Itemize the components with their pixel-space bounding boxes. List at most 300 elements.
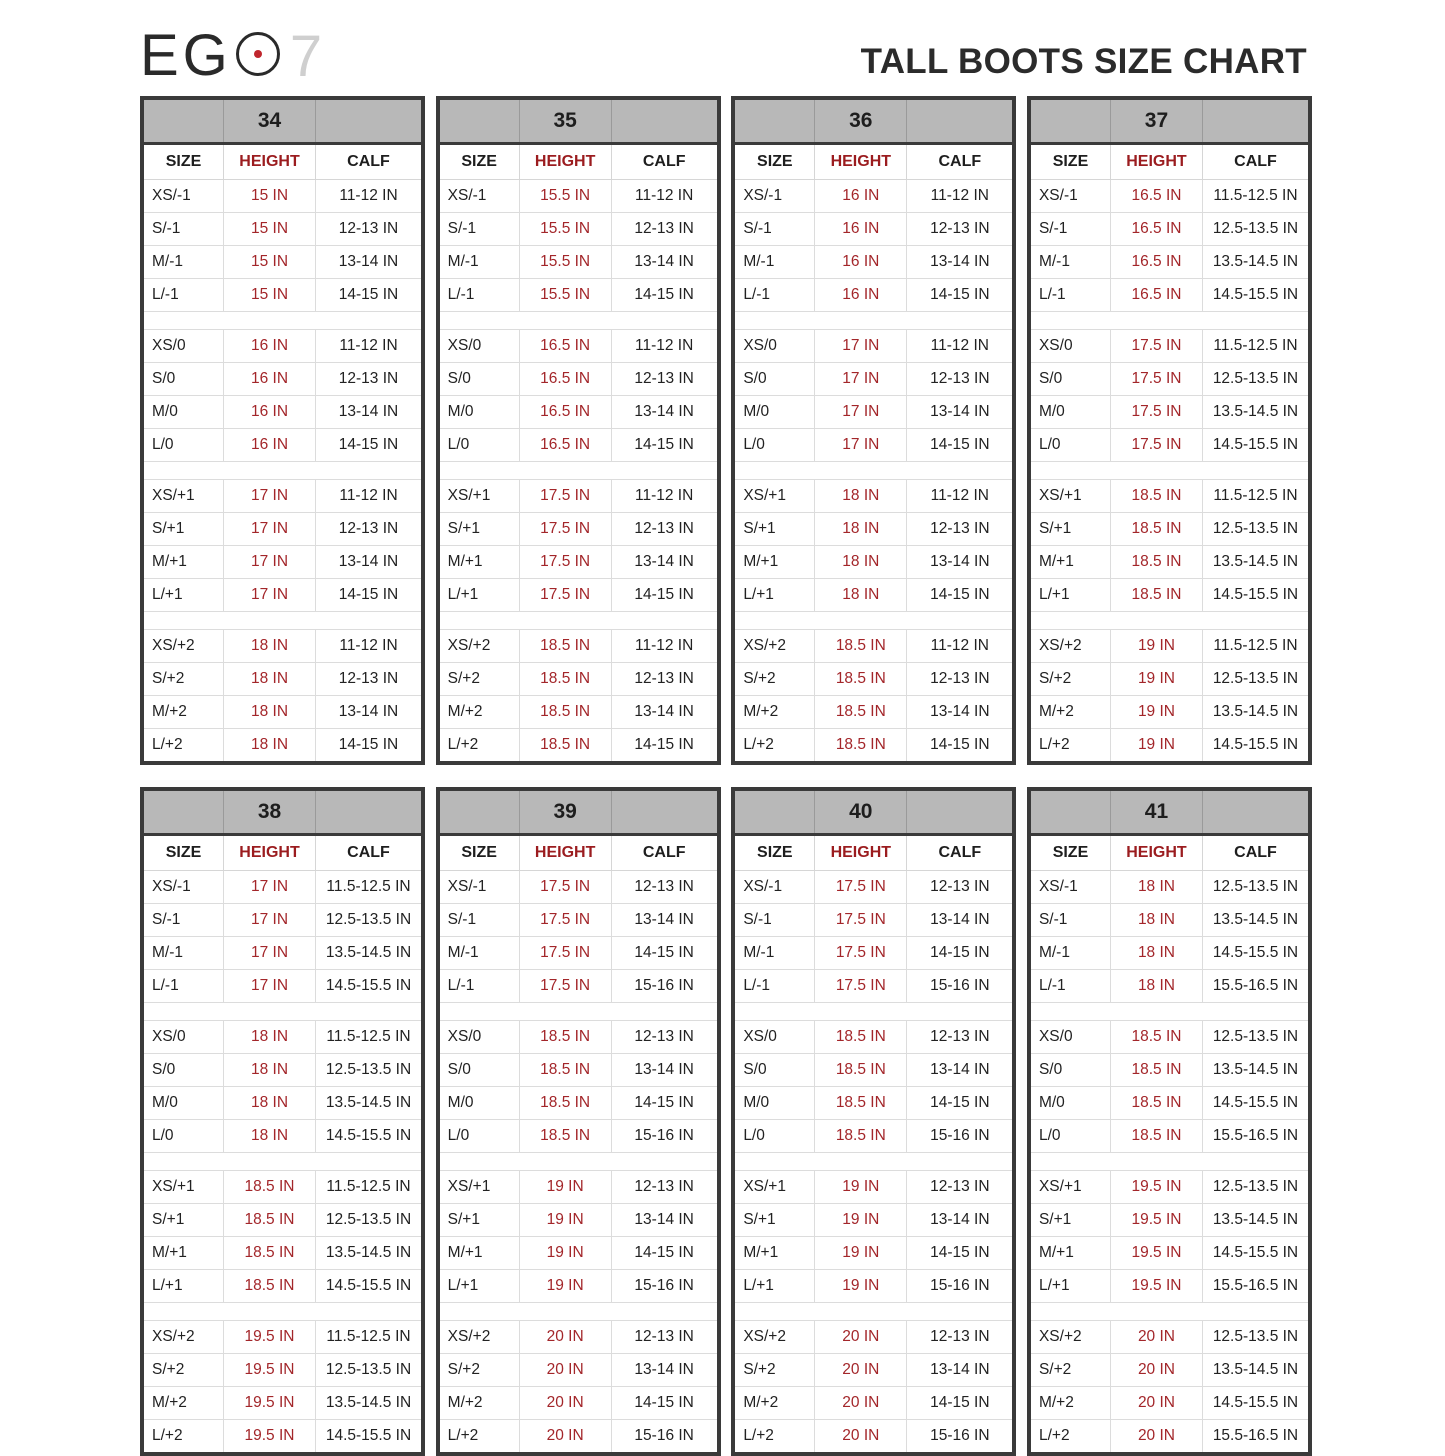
cell-height: 17 IN bbox=[224, 480, 316, 512]
cell-calf: 14-15 IN bbox=[634, 944, 694, 961]
column-headers bbox=[735, 836, 1012, 871]
cell-size: S/-1 bbox=[735, 213, 815, 245]
cell-size: L/-1 bbox=[144, 279, 224, 311]
table-row bbox=[440, 937, 717, 970]
group-spacer bbox=[735, 312, 1012, 330]
row-group bbox=[440, 1171, 717, 1303]
cell-height: 16 IN bbox=[815, 279, 907, 311]
shoe-size-number: 41 bbox=[1111, 791, 1203, 833]
cell-height: 18.5 IN bbox=[520, 729, 612, 761]
cell-height: 20 IN bbox=[1111, 1387, 1203, 1419]
cell-size: L/-1 bbox=[440, 279, 520, 311]
cell-size: M/+1 bbox=[1031, 1237, 1111, 1269]
cell-calf: 13.5-14.5 IN bbox=[1212, 911, 1299, 928]
cell-size: M/+2 bbox=[735, 1387, 815, 1419]
cell-calf: 11.5-12.5 IN bbox=[1213, 487, 1298, 504]
cell-height: 18 IN bbox=[1111, 970, 1203, 1002]
cell-calf: 11-12 IN bbox=[635, 187, 694, 204]
cell-calf: 13-14 IN bbox=[634, 1361, 694, 1378]
column-header-size: SIZE bbox=[1031, 836, 1111, 870]
cell-size: L/+1 bbox=[440, 1270, 520, 1302]
cell-calf: 13-14 IN bbox=[338, 553, 399, 570]
header-spacer bbox=[1203, 791, 1308, 833]
cell-height: 19.5 IN bbox=[1111, 1237, 1203, 1269]
column-header-size: SIZE bbox=[144, 145, 224, 179]
table-row bbox=[735, 213, 1012, 246]
cell-size: L/0 bbox=[440, 1120, 520, 1152]
cell-height: 17.5 IN bbox=[815, 871, 907, 903]
cell-size: S/0 bbox=[144, 363, 224, 395]
row-group bbox=[1031, 630, 1308, 761]
header-spacer bbox=[735, 791, 815, 833]
size-table-38 bbox=[140, 787, 425, 1456]
header-spacer bbox=[907, 100, 1012, 142]
column-headers bbox=[440, 145, 717, 180]
cell-calf: 12-13 IN bbox=[930, 1178, 990, 1195]
column-header-height: HEIGHT bbox=[1111, 836, 1203, 870]
table-row bbox=[735, 363, 1012, 396]
cell-size: L/0 bbox=[1031, 429, 1111, 461]
table-row bbox=[144, 1321, 421, 1354]
row-group bbox=[1031, 1171, 1308, 1303]
cell-height: 19.5 IN bbox=[1111, 1171, 1203, 1203]
cell-size: M/+2 bbox=[1031, 696, 1111, 728]
cell-size: XS/0 bbox=[1031, 330, 1111, 362]
cell-height: 19 IN bbox=[1111, 663, 1203, 695]
cell-height: 19 IN bbox=[520, 1204, 612, 1236]
cell-calf: 13.5-14.5 IN bbox=[1212, 703, 1299, 720]
column-headers bbox=[1031, 145, 1308, 180]
table-row bbox=[735, 1087, 1012, 1120]
cell-calf: 14-15 IN bbox=[634, 1394, 694, 1411]
table-row bbox=[440, 663, 717, 696]
size-table-40 bbox=[731, 787, 1016, 1456]
cell-size: L/0 bbox=[440, 429, 520, 461]
cell-height: 19 IN bbox=[520, 1270, 612, 1302]
table-header bbox=[144, 100, 421, 145]
cell-size: S/+2 bbox=[735, 663, 815, 695]
cell-calf: 13.5-14.5 IN bbox=[1212, 553, 1299, 570]
cell-height: 16.5 IN bbox=[1111, 180, 1203, 212]
cell-height: 16.5 IN bbox=[520, 429, 612, 461]
table-row bbox=[735, 904, 1012, 937]
cell-calf: 14-15 IN bbox=[930, 286, 990, 303]
cell-calf: 12-13 IN bbox=[634, 520, 694, 537]
cell-calf: 12.5-13.5 IN bbox=[325, 1061, 412, 1078]
table-header bbox=[735, 100, 1012, 145]
table-row bbox=[440, 630, 717, 663]
table-row bbox=[440, 579, 717, 612]
cell-height: 19 IN bbox=[815, 1171, 907, 1203]
table-row bbox=[735, 1354, 1012, 1387]
table-row bbox=[440, 513, 717, 546]
cell-size: S/0 bbox=[440, 363, 520, 395]
cell-size: XS/+2 bbox=[735, 1321, 815, 1353]
cell-calf: 12.5-13.5 IN bbox=[325, 1211, 412, 1228]
table-header bbox=[144, 791, 421, 836]
cell-height: 20 IN bbox=[1111, 1420, 1203, 1452]
cell-height: 18 IN bbox=[224, 696, 316, 728]
row-group bbox=[144, 630, 421, 761]
cell-size: M/0 bbox=[144, 1087, 224, 1119]
cell-size: XS/+1 bbox=[1031, 1171, 1111, 1203]
header-spacer bbox=[612, 791, 717, 833]
cell-size: S/0 bbox=[735, 363, 815, 395]
row-group bbox=[440, 1321, 717, 1452]
cell-calf: 11-12 IN bbox=[930, 337, 989, 354]
cell-calf: 13-14 IN bbox=[930, 703, 990, 720]
table-row bbox=[440, 363, 717, 396]
table-row bbox=[440, 1270, 717, 1303]
cell-height: 16 IN bbox=[224, 330, 316, 362]
column-header-calf: CALF bbox=[938, 153, 982, 170]
table-row bbox=[440, 970, 717, 1003]
group-spacer bbox=[440, 612, 717, 630]
row-group bbox=[1031, 1021, 1308, 1153]
cell-calf: 13-14 IN bbox=[634, 403, 694, 420]
cell-height: 15 IN bbox=[224, 279, 316, 311]
column-header-size: SIZE bbox=[440, 145, 520, 179]
table-row bbox=[440, 1120, 717, 1153]
cell-height: 15.5 IN bbox=[520, 213, 612, 245]
cell-height: 17.5 IN bbox=[520, 937, 612, 969]
cell-height: 18 IN bbox=[224, 1120, 316, 1152]
table-row bbox=[1031, 1120, 1308, 1153]
cell-calf: 14-15 IN bbox=[930, 1094, 990, 1111]
cell-size: S/+1 bbox=[1031, 513, 1111, 545]
cell-height: 16 IN bbox=[224, 396, 316, 428]
row-group bbox=[1031, 871, 1308, 1003]
table-row bbox=[144, 279, 421, 312]
group-spacer bbox=[440, 312, 717, 330]
brand-logo bbox=[140, 23, 323, 89]
table-row bbox=[144, 579, 421, 612]
table-row bbox=[1031, 970, 1308, 1003]
cell-calf: 14-15 IN bbox=[930, 1394, 990, 1411]
cell-calf: 13-14 IN bbox=[930, 553, 990, 570]
cell-height: 18 IN bbox=[224, 1021, 316, 1053]
table-row bbox=[735, 729, 1012, 761]
cell-size: XS/+1 bbox=[735, 480, 815, 512]
cell-size: XS/+1 bbox=[440, 480, 520, 512]
column-header-height: HEIGHT bbox=[224, 145, 316, 179]
table-row bbox=[440, 1420, 717, 1452]
table-row bbox=[1031, 904, 1308, 937]
group-spacer bbox=[735, 462, 1012, 480]
cell-calf: 14-15 IN bbox=[634, 1094, 694, 1111]
table-row bbox=[735, 1171, 1012, 1204]
cell-size: L/0 bbox=[735, 1120, 815, 1152]
cell-calf: 11-12 IN bbox=[339, 487, 398, 504]
row-group bbox=[735, 630, 1012, 761]
header-spacer bbox=[440, 100, 520, 142]
cell-size: XS/0 bbox=[440, 330, 520, 362]
table-row bbox=[144, 871, 421, 904]
cell-height: 18 IN bbox=[224, 1087, 316, 1119]
cell-size: L/-1 bbox=[735, 970, 815, 1002]
table-row bbox=[1031, 180, 1308, 213]
table-row bbox=[144, 904, 421, 937]
table-row bbox=[735, 180, 1012, 213]
column-headers bbox=[144, 145, 421, 180]
cell-height: 16 IN bbox=[224, 363, 316, 395]
column-header-size: SIZE bbox=[144, 836, 224, 870]
row-group bbox=[440, 1021, 717, 1153]
cell-calf: 13-14 IN bbox=[634, 703, 694, 720]
group-spacer bbox=[1031, 1003, 1308, 1021]
cell-size: L/0 bbox=[1031, 1120, 1111, 1152]
group-spacer bbox=[144, 462, 421, 480]
cell-size: S/+2 bbox=[1031, 1354, 1111, 1386]
table-row bbox=[735, 937, 1012, 970]
table-row bbox=[1031, 1387, 1308, 1420]
cell-size: M/-1 bbox=[144, 937, 224, 969]
table-row bbox=[735, 1387, 1012, 1420]
cell-calf: 15-16 IN bbox=[634, 1127, 694, 1144]
cell-calf: 12-13 IN bbox=[634, 1028, 694, 1045]
cell-calf: 11-12 IN bbox=[339, 187, 398, 204]
cell-calf: 13.5-14.5 IN bbox=[1212, 403, 1299, 420]
table-row bbox=[144, 1054, 421, 1087]
table-row bbox=[144, 1021, 421, 1054]
table-row bbox=[440, 1087, 717, 1120]
cell-size: XS/-1 bbox=[1031, 871, 1111, 903]
cell-height: 18.5 IN bbox=[815, 696, 907, 728]
cell-height: 18.5 IN bbox=[520, 663, 612, 695]
cell-height: 19 IN bbox=[1111, 696, 1203, 728]
cell-calf: 13-14 IN bbox=[634, 1061, 694, 1078]
row-group bbox=[1031, 180, 1308, 312]
cell-size: L/-1 bbox=[735, 279, 815, 311]
cell-calf: 14.5-15.5 IN bbox=[1212, 1394, 1299, 1411]
cell-calf: 13.5-14.5 IN bbox=[325, 944, 412, 961]
cell-size: S/0 bbox=[440, 1054, 520, 1086]
cell-calf: 11.5-12.5 IN bbox=[1213, 187, 1298, 204]
table-row bbox=[440, 1237, 717, 1270]
cell-height: 20 IN bbox=[520, 1354, 612, 1386]
cell-calf: 14-15 IN bbox=[338, 736, 399, 753]
table-row bbox=[144, 363, 421, 396]
cell-size: L/-1 bbox=[1031, 970, 1111, 1002]
group-spacer bbox=[144, 312, 421, 330]
table-row bbox=[144, 396, 421, 429]
cell-height: 16 IN bbox=[224, 429, 316, 461]
cell-size: M/0 bbox=[1031, 396, 1111, 428]
table-header bbox=[440, 100, 717, 145]
table-row bbox=[144, 1387, 421, 1420]
table-row bbox=[144, 546, 421, 579]
row-group bbox=[440, 871, 717, 1003]
cell-calf: 14.5-15.5 IN bbox=[1212, 1094, 1299, 1111]
cell-size: L/+2 bbox=[1031, 729, 1111, 761]
cell-calf: 12.5-13.5 IN bbox=[325, 911, 412, 928]
cell-height: 18.5 IN bbox=[520, 1021, 612, 1053]
cell-height: 17.5 IN bbox=[815, 937, 907, 969]
cell-size: L/-1 bbox=[144, 970, 224, 1002]
cell-height: 17.5 IN bbox=[1111, 363, 1203, 395]
cell-calf: 13.5-14.5 IN bbox=[1212, 1361, 1299, 1378]
cell-height: 18 IN bbox=[815, 546, 907, 578]
cell-size: S/-1 bbox=[1031, 904, 1111, 936]
cell-size: S/+2 bbox=[440, 1354, 520, 1386]
size-table-41 bbox=[1027, 787, 1312, 1456]
table-row bbox=[1031, 1270, 1308, 1303]
table-row bbox=[144, 513, 421, 546]
cell-size: XS/+1 bbox=[440, 1171, 520, 1203]
table-row bbox=[1031, 1420, 1308, 1452]
cell-calf: 12.5-13.5 IN bbox=[1212, 220, 1299, 237]
cell-calf: 13-14 IN bbox=[634, 553, 694, 570]
header-spacer bbox=[1203, 100, 1308, 142]
size-table-35 bbox=[436, 96, 721, 765]
cell-calf: 13-14 IN bbox=[634, 253, 694, 270]
table-row bbox=[1031, 246, 1308, 279]
table-row bbox=[440, 696, 717, 729]
table-row bbox=[144, 246, 421, 279]
cell-height: 17 IN bbox=[224, 871, 316, 903]
table-row bbox=[144, 1087, 421, 1120]
cell-height: 18 IN bbox=[224, 630, 316, 662]
cell-size: S/+2 bbox=[144, 663, 224, 695]
cell-height: 20 IN bbox=[815, 1354, 907, 1386]
cell-size: L/+1 bbox=[440, 579, 520, 611]
cell-calf: 14-15 IN bbox=[634, 736, 694, 753]
size-table-37 bbox=[1027, 96, 1312, 765]
header-spacer bbox=[907, 791, 1012, 833]
table-row bbox=[440, 1387, 717, 1420]
cell-calf: 13-14 IN bbox=[338, 403, 399, 420]
table-row bbox=[144, 1120, 421, 1153]
row-group bbox=[735, 1171, 1012, 1303]
cell-size: XS/0 bbox=[440, 1021, 520, 1053]
cell-calf: 11.5-12.5 IN bbox=[326, 1178, 411, 1195]
cell-height: 18.5 IN bbox=[224, 1237, 316, 1269]
cell-height: 17.5 IN bbox=[520, 480, 612, 512]
cell-size: M/0 bbox=[735, 396, 815, 428]
cell-height: 20 IN bbox=[1111, 1321, 1203, 1353]
cell-height: 17 IN bbox=[224, 970, 316, 1002]
table-row-top bbox=[140, 96, 1312, 765]
table-row bbox=[440, 429, 717, 462]
cell-height: 15 IN bbox=[224, 180, 316, 212]
cell-calf: 12.5-13.5 IN bbox=[1212, 878, 1299, 895]
cell-height: 17.5 IN bbox=[520, 579, 612, 611]
cell-size: XS/-1 bbox=[144, 871, 224, 903]
cell-height: 18 IN bbox=[224, 729, 316, 761]
cell-size: XS/+1 bbox=[1031, 480, 1111, 512]
header-spacer bbox=[316, 791, 421, 833]
table-row bbox=[735, 396, 1012, 429]
cell-calf: 12-13 IN bbox=[338, 520, 399, 537]
cell-size: S/-1 bbox=[144, 213, 224, 245]
cell-calf: 14-15 IN bbox=[634, 1244, 694, 1261]
table-row bbox=[735, 513, 1012, 546]
logo-text: EG bbox=[140, 23, 232, 88]
cell-size: M/+1 bbox=[144, 1237, 224, 1269]
table-row bbox=[1031, 630, 1308, 663]
header-spacer bbox=[735, 100, 815, 142]
cell-calf: 12-13 IN bbox=[634, 1328, 694, 1345]
column-header-height: HEIGHT bbox=[815, 836, 907, 870]
group-spacer bbox=[440, 462, 717, 480]
header-spacer bbox=[144, 100, 224, 142]
cell-height: 19 IN bbox=[520, 1237, 612, 1269]
cell-height: 19.5 IN bbox=[224, 1387, 316, 1419]
cell-size: XS/+2 bbox=[1031, 1321, 1111, 1353]
table-row bbox=[735, 1120, 1012, 1153]
cell-calf: 14.5-15.5 IN bbox=[325, 977, 412, 994]
cell-size: L/+2 bbox=[440, 1420, 520, 1452]
cell-calf: 11-12 IN bbox=[930, 187, 989, 204]
group-spacer bbox=[735, 1003, 1012, 1021]
row-group bbox=[144, 330, 421, 462]
cell-height: 18.5 IN bbox=[815, 1087, 907, 1119]
cell-size: M/+2 bbox=[735, 696, 815, 728]
table-row bbox=[1031, 729, 1308, 761]
column-headers bbox=[735, 145, 1012, 180]
cell-height: 17.5 IN bbox=[520, 904, 612, 936]
table-row bbox=[440, 396, 717, 429]
table-row bbox=[1031, 396, 1308, 429]
cell-calf: 11-12 IN bbox=[930, 487, 989, 504]
cell-height: 17 IN bbox=[224, 904, 316, 936]
column-header-size: SIZE bbox=[1031, 145, 1111, 179]
cell-size: XS/0 bbox=[1031, 1021, 1111, 1053]
table-row bbox=[1031, 429, 1308, 462]
cell-size: XS/+2 bbox=[144, 630, 224, 662]
cell-calf: 14.5-15.5 IN bbox=[1212, 944, 1299, 961]
cell-size: XS/+1 bbox=[144, 1171, 224, 1203]
cell-height: 17.5 IN bbox=[815, 904, 907, 936]
cell-calf: 15.5-16.5 IN bbox=[1212, 1427, 1299, 1444]
row-group bbox=[735, 871, 1012, 1003]
table-row bbox=[440, 1204, 717, 1237]
table-row bbox=[440, 729, 717, 761]
cell-height: 17.5 IN bbox=[520, 546, 612, 578]
cell-height: 18.5 IN bbox=[815, 729, 907, 761]
table-row bbox=[440, 871, 717, 904]
row-group bbox=[735, 1321, 1012, 1452]
cell-height: 18.5 IN bbox=[1111, 480, 1203, 512]
cell-size: M/+2 bbox=[440, 1387, 520, 1419]
table-row bbox=[144, 1354, 421, 1387]
cell-height: 17.5 IN bbox=[520, 871, 612, 903]
cell-calf: 13.5-14.5 IN bbox=[1212, 1061, 1299, 1078]
column-header-calf: CALF bbox=[642, 844, 686, 861]
row-group bbox=[144, 1171, 421, 1303]
table-header bbox=[1031, 100, 1308, 145]
cell-height: 18.5 IN bbox=[224, 1270, 316, 1302]
cell-height: 16.5 IN bbox=[520, 363, 612, 395]
group-spacer bbox=[144, 1153, 421, 1171]
cell-size: M/+2 bbox=[440, 696, 520, 728]
group-spacer bbox=[735, 612, 1012, 630]
cell-size: L/+1 bbox=[735, 1270, 815, 1302]
table-row bbox=[1031, 1237, 1308, 1270]
cell-size: XS/+2 bbox=[440, 630, 520, 662]
cell-calf: 14-15 IN bbox=[338, 586, 399, 603]
row-group bbox=[440, 330, 717, 462]
table-row bbox=[440, 246, 717, 279]
cell-height: 18.5 IN bbox=[815, 663, 907, 695]
header-spacer bbox=[316, 100, 421, 142]
cell-size: M/0 bbox=[440, 1087, 520, 1119]
cell-calf: 12.5-13.5 IN bbox=[1212, 370, 1299, 387]
cell-height: 17 IN bbox=[815, 429, 907, 461]
table-row bbox=[144, 480, 421, 513]
table-row bbox=[1031, 1021, 1308, 1054]
cell-size: XS/0 bbox=[144, 1021, 224, 1053]
